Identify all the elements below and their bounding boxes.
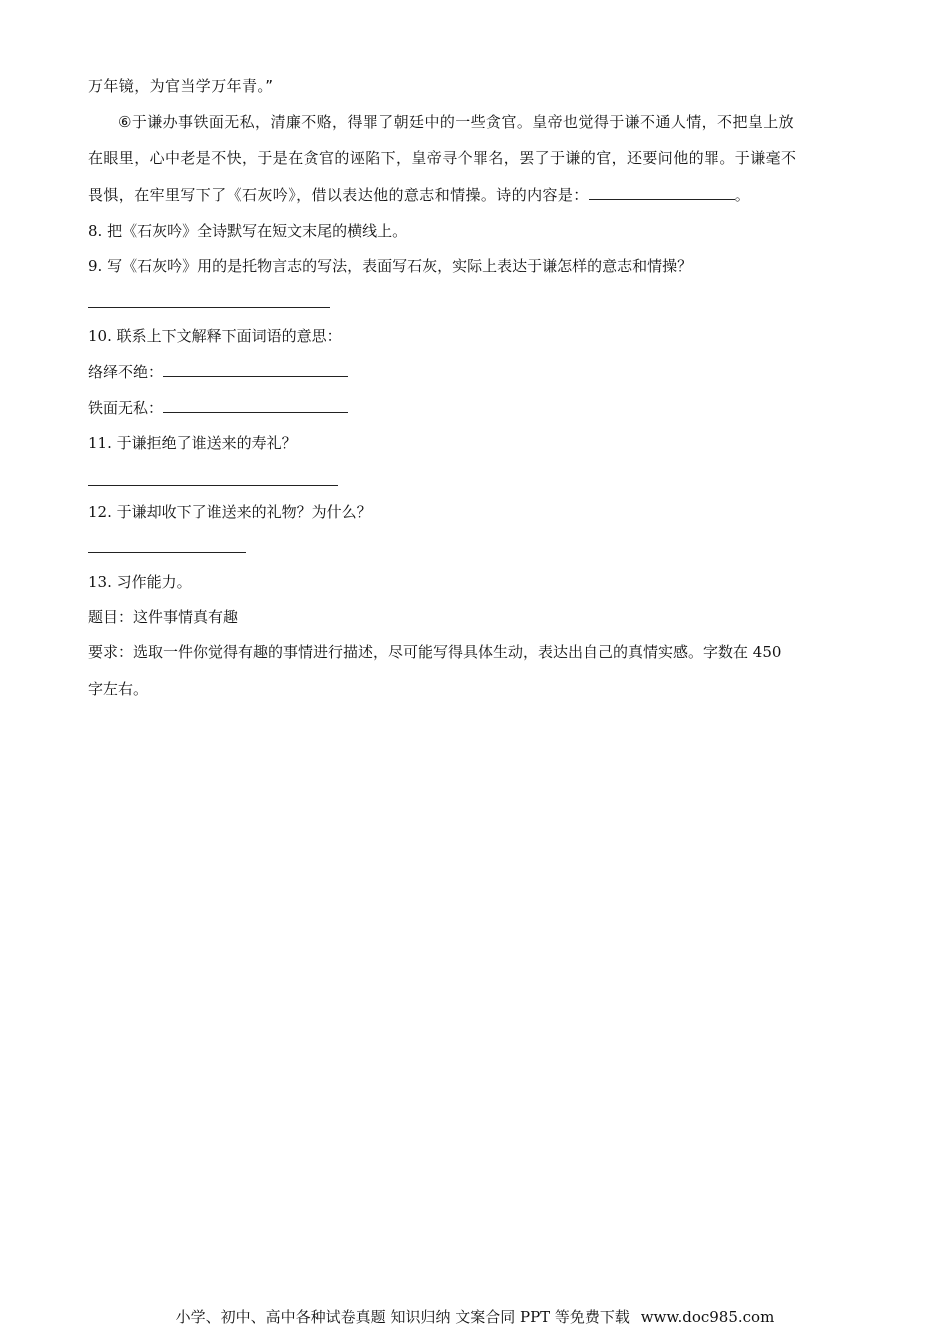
question-13-requirement-line-2: 字左右。 <box>88 680 149 698</box>
question-9-answer-line[interactable] <box>88 307 330 308</box>
poem-answer-blank[interactable] <box>589 185 735 200</box>
passage-paragraph-6-line-1: ⑥于谦办事铁面无私，清廉不赂，得罪了朝廷中的一些贪官。皇帝也觉得于谦不通人情，不把皇上放 <box>118 113 795 131</box>
footer-text: 小学、初中、高中各种试卷真题 知识归纳 文案合同 PPT 等免费下载 <box>175 1308 630 1326</box>
question-10-term-b <box>88 398 348 418</box>
passage-paragraph-6-end: 。 <box>734 186 751 204</box>
question-13-requirement-line-1: 要求：选取一件你觉得有趣的事情进行描述，尽可能写得具体生动，表达出自己的真情实感。字数在 450 <box>88 643 782 661</box>
passage-paragraph-6-line-2: 在眼里，心中老是不快，于是在贪官的诬陷下，皇帝寻个罪名，罢了于谦的官，还要问他的罪。于谦毫不 <box>88 149 797 167</box>
question-12: 12. 于谦却收下了谁送来的礼物？为什么？ <box>88 503 372 521</box>
question-9: 9. 写《石灰吟》用的是托物言志的写法，表面写石灰，实际上表达于谦怎样的意志和情操？ <box>88 257 693 275</box>
page-footer <box>0 1306 950 1327</box>
term-b-answer-blank[interactable] <box>163 398 348 413</box>
question-10: 10. 联系上下文解释下面词语的意思： <box>88 327 342 345</box>
passage-paragraph-6-text: 畏惧，在牢里写下了《石灰吟》，借以表达他的意志和情操。诗的内容是： <box>88 186 589 204</box>
term-b-label: 铁面无私： <box>88 399 164 417</box>
question-11: 11. 于谦拒绝了谁送来的寿礼？ <box>88 434 297 452</box>
question-8: 8. 把《石灰吟》全诗默写在短文末尾的横线上。 <box>88 222 408 240</box>
question-11-answer-line[interactable] <box>88 485 338 486</box>
passage-paragraph-6-line-3 <box>88 185 750 205</box>
question-10-term-a <box>88 362 348 382</box>
question-12-answer-line[interactable] <box>88 552 246 553</box>
term-a-label: 络绎不绝： <box>88 363 164 381</box>
term-a-answer-blank[interactable] <box>163 362 348 377</box>
passage-line: 万年镜，为官当学万年青。” <box>88 77 274 95</box>
question-13: 13. 习作能力。 <box>88 573 192 591</box>
footer-url[interactable]: www.doc985.com <box>640 1308 775 1326</box>
question-13-title: 题目：这件事情真有趣 <box>88 608 239 626</box>
